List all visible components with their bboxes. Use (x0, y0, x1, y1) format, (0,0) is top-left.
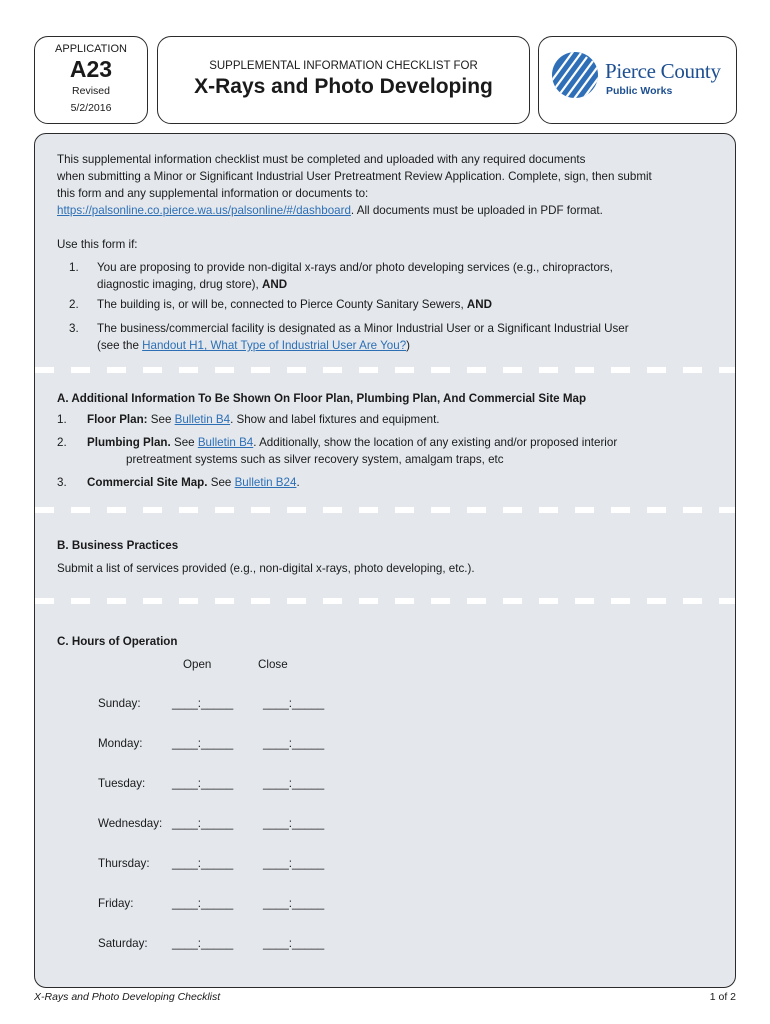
use-item-2-number: 2. (69, 298, 79, 311)
section-a-item-2-line-2: pretreatment systems such as silver recovery system, amalgam traps, etc (126, 453, 504, 466)
section-divider (35, 507, 735, 513)
use-item-3-text: (see the (97, 339, 143, 352)
close-time-field[interactable]: ____:_____ (263, 857, 325, 870)
floor-plan-label: Floor Plan: (87, 413, 148, 426)
open-time-field[interactable]: ____:_____ (172, 937, 234, 950)
plumbing-plan-label: Plumbing Plan. (87, 436, 171, 449)
application-box (34, 36, 148, 124)
open-time-field[interactable]: ____:_____ (172, 817, 234, 830)
section-c-heading: C. Hours of Operation (57, 635, 178, 648)
section-a-item-1 (87, 411, 440, 428)
day-label: Wednesday: (98, 817, 163, 830)
use-item-2-text: The building is, or will be, connected to Pierce County Sanitary Sewers, (97, 298, 467, 311)
site-map-period: . (296, 476, 300, 489)
day-label: Monday: (98, 737, 143, 750)
document-subtitle: SUPPLEMENTAL INFORMATION CHECKLIST FOR (209, 60, 478, 72)
use-item-1-line-1: You are proposing to provide non-digital x-rays and/or photo developing services (e.g., chiropractors, (97, 261, 613, 274)
site-map-see: See (207, 476, 235, 489)
logo-box (538, 36, 737, 124)
intro-line-2: when submitting a Minor or Significant Industrial User Pretreatment Review Application. Complete, sign, then submit (57, 170, 652, 183)
intro-line-4 (57, 202, 603, 219)
intro-line-3: this form and any supplemental information or documents to: (57, 187, 369, 200)
day-label: Tuesday: (98, 777, 146, 790)
floor-plan-see: See (147, 413, 175, 426)
section-divider (35, 367, 735, 373)
close-time-field[interactable]: ____:_____ (263, 777, 325, 790)
open-column-label: Open (183, 658, 212, 671)
use-item-3-number: 3. (69, 322, 79, 335)
revised-label: Revised (72, 85, 110, 97)
close-time-field[interactable]: ____:_____ (263, 897, 325, 910)
site-map-label: Commercial Site Map. (87, 476, 208, 489)
open-time-field[interactable]: ____:_____ (172, 777, 234, 790)
bulletin-b4-link-2[interactable]: Bulletin B4 (197, 436, 254, 449)
open-time-field[interactable]: ____:_____ (172, 737, 234, 750)
use-item-1-text: diagnostic imaging, drug store), (97, 278, 262, 291)
bulletin-b24-link[interactable]: Bulletin B24 (234, 476, 297, 489)
pals-online-link[interactable]: https://palsonline.co.pierce.wa.us/palsonline/#/dashboard (57, 204, 351, 217)
section-b-text: Submit a list of services provided (e.g., non-digital x-rays, photo developing, etc.). (57, 562, 475, 575)
section-a-item-1-number: 1. (57, 413, 67, 426)
section-a-item-3-number: 3. (57, 476, 67, 489)
intro-pdf-note: . All documents must be uploaded in PDF format. (350, 204, 603, 217)
plumbing-plan-text: . Additionally, show the location of any existing and/or proposed interior (253, 436, 618, 449)
open-time-field[interactable]: ____:_____ (172, 697, 234, 710)
use-item-3-line-2 (97, 337, 410, 354)
bulletin-b4-link[interactable]: Bulletin B4 (174, 413, 231, 426)
application-code: A23 (69, 56, 113, 82)
revised-date: 5/2/2016 (70, 102, 112, 114)
use-item-1-and: AND (261, 278, 288, 291)
application-label: APPLICATION (55, 43, 127, 55)
section-a-item-3 (87, 474, 300, 491)
section-a-heading: A. Additional Information To Be Shown On Floor Plan, Plumbing Plan, And Commercial Site Map (57, 392, 587, 405)
document-title: X-Rays and Photo Developing (194, 75, 493, 98)
intro-line-1: This supplemental information checklist must be completed and uploaded with any required documents (57, 153, 586, 166)
day-label: Saturday: (98, 937, 148, 950)
logo-department: Public Works (606, 85, 673, 97)
close-time-field[interactable]: ____:_____ (263, 937, 325, 950)
section-a-item-2 (87, 434, 617, 451)
footer-page-number: 1 of 2 (709, 991, 736, 1003)
footer-document-name: X-Rays and Photo Developing Checklist (34, 991, 221, 1003)
floor-plan-text: . Show and label fixtures and equipment. (230, 413, 440, 426)
day-label: Thursday: (98, 857, 150, 870)
close-column-label: Close (258, 658, 288, 671)
pierce-county-logo-icon (551, 51, 599, 99)
use-item-2-and: AND (466, 298, 493, 311)
handout-h1-link[interactable]: Handout H1, What Type of Industrial User Are You? (142, 339, 407, 352)
day-label: Friday: (98, 897, 134, 910)
use-item-1-line-2 (97, 276, 287, 293)
use-form-heading: Use this form if: (57, 238, 138, 251)
day-label: Sunday: (98, 697, 141, 710)
use-item-2-line-1 (97, 296, 492, 313)
close-time-field[interactable]: ____:_____ (263, 737, 325, 750)
logo-name: Pierce County (605, 59, 721, 83)
title-box (157, 36, 530, 124)
section-a-item-2-number: 2. (57, 436, 67, 449)
checklist-panel (34, 133, 736, 988)
close-time-field[interactable]: ____:_____ (263, 817, 325, 830)
close-time-field[interactable]: ____:_____ (263, 697, 325, 710)
use-item-1-number: 1. (69, 261, 79, 274)
section-b-heading: B. Business Practices (57, 539, 179, 552)
use-item-3-line-1: The business/commercial facility is designated as a Minor Industrial User or a Significant Industrial User (97, 322, 629, 335)
plumbing-plan-see: See (170, 436, 198, 449)
open-time-field[interactable]: ____:_____ (172, 857, 234, 870)
section-divider (35, 598, 735, 604)
open-time-field[interactable]: ____:_____ (172, 897, 234, 910)
use-item-3-close-paren: ) (406, 339, 411, 352)
